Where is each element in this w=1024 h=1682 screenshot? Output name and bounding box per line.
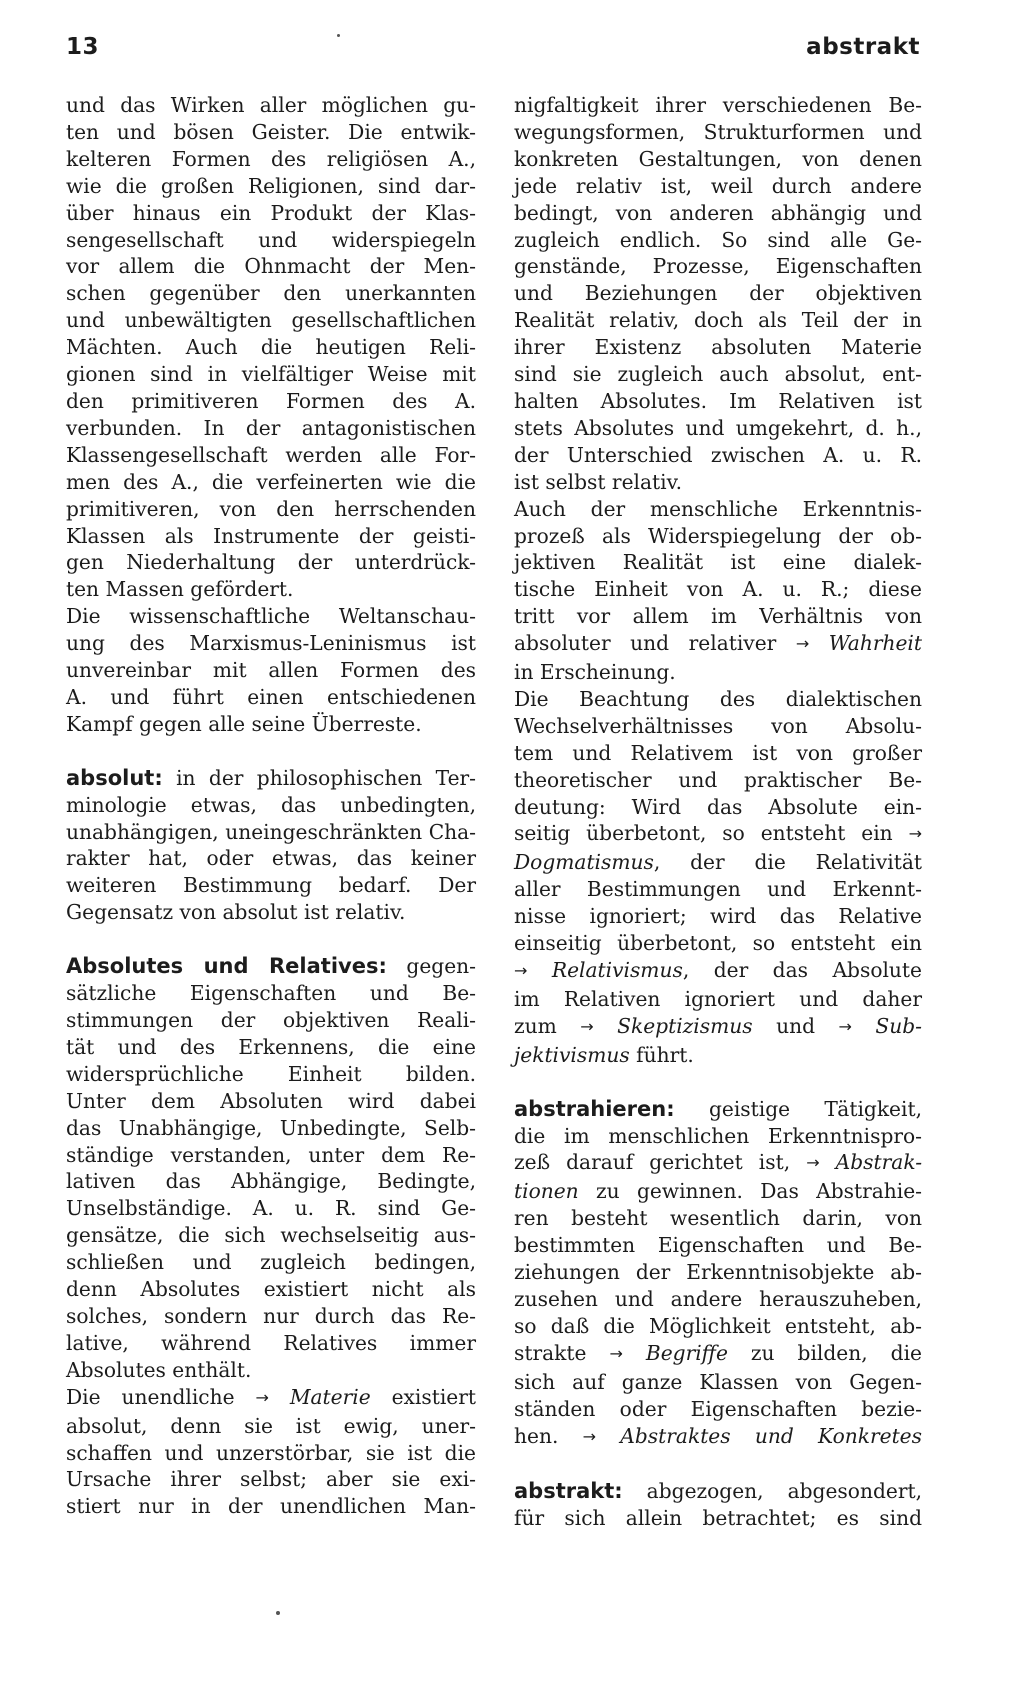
text-line: sengesellschaft und widerspiegeln (66, 227, 476, 252)
cross-reference-link[interactable]: Dogmatismus (514, 850, 654, 875)
entry-abstrakt (514, 1478, 922, 1532)
cross-reference-arrow-icon: → (582, 1426, 597, 1446)
paragraph-marxism (66, 603, 476, 738)
cross-reference-link[interactable]: Begriffe (645, 1340, 728, 1365)
cross-reference-link[interactable]: Sub- (875, 1013, 922, 1038)
headword-absolutes-und-relatives: Absolutes und Relatives: (66, 954, 387, 979)
ink-speck (276, 1611, 280, 1615)
cross-reference-arrow-icon: → (514, 961, 528, 980)
text-line: tritt vor allem im Verhältnis von (514, 604, 922, 629)
text-line: absolut, denn sie ist ewig, uner- (66, 1413, 476, 1438)
text-fragment: seitig überbetont, so entsteht ein (514, 821, 909, 846)
page-number: 13 (66, 34, 100, 60)
text-line: stimmungen der objektiven Reali- (66, 1008, 476, 1032)
text-line: rakter hat, oder etwas, das keiner (66, 846, 476, 871)
text-line: Mächten. Auch die heutigen Reli- (66, 335, 476, 360)
text-line: und Beziehungen der objektiven (514, 281, 922, 306)
text-line: ren besteht wesentlich darin, von (514, 1206, 922, 1231)
text-line: Realität relativ, doch als Teil der in (514, 308, 922, 333)
text-line: in Erscheinung. (514, 660, 676, 685)
text-line: nigfaltigkeit ihrer verschiedenen Be- (514, 93, 922, 117)
text-line: schließen und zugleich bedingen, (66, 1250, 476, 1275)
text-line: wie die großen Religionen, sind dar- (66, 173, 476, 198)
cross-reference-arrow-icon: → (609, 1343, 623, 1363)
text-fragment: gegen- (386, 954, 476, 979)
text-line: solches, sondern nur durch das Re- (66, 1303, 476, 1328)
text-line: halten Absolutes. Im Relativen ist (514, 388, 922, 413)
text-fragment: führt. (629, 1042, 694, 1067)
text-line: Unselbständige. A. u. R. sind Ge- (66, 1196, 476, 1221)
text-line: jede relativ ist, weil durch andere (514, 173, 922, 198)
text-line: Die wissenschaftliche Weltanschau- (66, 604, 476, 629)
text-line: Die Beachtung des dialektischen (514, 686, 922, 711)
text-line: A. und führt einen entschiedenen (66, 684, 476, 709)
text-line: aller Bestimmungen und Erkennt- (514, 877, 922, 902)
text-line: unvereinbar mit allen Formen des (66, 658, 476, 683)
cross-reference-link[interactable]: Relativismus (551, 958, 683, 982)
text-line: verbunden. In der antagonistischen (66, 415, 476, 440)
headword-abstrakt: abstrakt: (514, 1479, 623, 1504)
text-fragment: zu bilden, die (727, 1340, 922, 1365)
text-line: Absolutes enthält. (66, 1357, 252, 1382)
text-line: das Unabhängige, Unbedingte, Selb- (66, 1115, 476, 1140)
text-fragment: zu gewinnen. Das Abstrahie- (578, 1179, 922, 1204)
text-line: im Relativen ignoriert und daher (514, 986, 922, 1011)
text-line: nisse ignoriert; wird das Relative (514, 904, 922, 929)
paragraph-continuation (514, 92, 922, 496)
text-line: den primitiveren Formen des A. (66, 388, 476, 413)
text-line: lative, während Relatives immer (66, 1330, 476, 1355)
cross-reference-link[interactable]: Skeptizismus (617, 1013, 753, 1038)
cross-reference-arrow-icon: → (255, 1387, 269, 1407)
text-fragment: hen. (514, 1423, 583, 1448)
text-line: theoretischer und praktischer Be- (514, 767, 922, 792)
text-line: wegungsformen, Strukturformen und (514, 119, 922, 144)
text-line: genstände, Prozesse, Eigenschaften (514, 254, 922, 279)
text-line: über hinaus ein Produkt der Klas- (66, 200, 476, 225)
running-head: abstrakt (806, 34, 920, 60)
text-line: Auch der menschliche Erkenntnis- (514, 496, 922, 521)
text-line: kelteren Formen des religiösen A., (66, 146, 476, 171)
text-line: gensätze, die sich wechselseitig aus- (66, 1223, 476, 1248)
entry-abstrahieren (514, 1096, 922, 1452)
cross-reference-link[interactable]: Abstraktes und Konkretes (620, 1423, 922, 1448)
text-line: minologie etwas, das unbedingten, (66, 792, 476, 817)
paragraph-religion-forms (66, 92, 476, 603)
text-line: sind sie zugleich auch absolut, ent- (514, 362, 922, 387)
cross-reference-arrow-icon: → (580, 1016, 594, 1036)
text-fragment: zum (514, 1013, 581, 1038)
cross-reference-link[interactable]: jektivismus (514, 1042, 630, 1067)
cross-reference-arrow-icon: → (908, 824, 922, 844)
text-line: stets Absolutes und umgekehrt, d. h., (514, 415, 922, 440)
text-line: ziehungen der Erkenntnisobjekte ab- (514, 1260, 922, 1285)
text-fragment: in der philosophischen Ter- (162, 765, 476, 790)
text-line: Klassen als Instrumente der geisti- (66, 523, 476, 548)
headword-abstrahieren: abstrahieren: (514, 1096, 675, 1121)
text-line: men des A., die verfeinerten wie die (66, 469, 476, 494)
text-line: bestimmten Eigenschaften und Be- (514, 1233, 922, 1258)
text-fragment: zeß darauf gerichtet ist, (514, 1150, 807, 1175)
paragraph-erkenntnisprozess (514, 496, 922, 686)
text-fragment: , der das Absolute (682, 958, 922, 982)
text-line: ten und bösen Geister. Die entwik- (66, 119, 476, 144)
text-line: gionen sind in vielfältiger Weise mit (66, 362, 476, 387)
cross-reference-link[interactable]: Abstrak- (835, 1150, 923, 1175)
cross-reference-link[interactable]: tionen (514, 1179, 579, 1204)
right-column (514, 92, 922, 1532)
cross-reference-link[interactable]: Wahrheit (828, 631, 922, 656)
text-line: Wechselverhältnisses von Absolu- (514, 713, 922, 738)
cross-reference-arrow-icon: → (838, 1016, 852, 1036)
text-line: zusehen und andere herauszuheben, (514, 1286, 922, 1311)
text-line: ständige verstanden, unter dem Re- (66, 1142, 476, 1167)
text-line: deutung: Wird das Absolute ein- (514, 794, 922, 819)
entry-absolut (66, 765, 476, 926)
text-line: sätzliche Eigenschaften und Be- (66, 981, 476, 1006)
text-line: primitiveren, von den herrschenden (66, 496, 476, 521)
text-line: konkreten Gestaltungen, von denen (514, 146, 922, 171)
text-fragment: und (752, 1013, 839, 1038)
text-line: und das Wirken aller möglichen gu- (66, 93, 476, 117)
text-line: schaffen und unzerstörbar, sie ist die (66, 1440, 476, 1465)
text-line: lativen das Abhängige, Bedingte, (66, 1169, 476, 1194)
text-line: stiert nur in der unendlichen Man- (66, 1494, 476, 1519)
text-line: tät und des Erkennens, die eine (66, 1034, 476, 1059)
text-fragment: existiert (370, 1384, 477, 1409)
ink-speck (337, 34, 340, 37)
entry-absolutes-und-relatives (66, 953, 476, 1520)
left-column (66, 92, 476, 1520)
text-line: der Unterschied zwischen A. u. R. (514, 442, 922, 467)
paragraph-beachtung (514, 686, 922, 1069)
text-line: ist selbst relativ. (514, 469, 683, 494)
text-line: für sich allein betrachtet; es sind (514, 1506, 922, 1531)
text-line: schen gegenüber den unerkannten (66, 281, 476, 306)
text-line: bedingt, von anderen abhängig und (514, 200, 922, 225)
text-line: ten Massen gefördert. (66, 577, 294, 602)
text-line: gen Niederhaltung der unterdrück- (66, 550, 476, 575)
text-line: weiteren Bestimmung bedarf. Der (66, 873, 476, 898)
text-line: widersprüchliche Einheit bilden. (66, 1061, 476, 1086)
text-line: ständen oder Eigenschaften bezie- (514, 1396, 922, 1421)
text-fragment: geistige Tätigkeit, (674, 1096, 922, 1121)
text-line: prozeß als Widerspiegelung der ob- (514, 523, 922, 548)
text-line: ung des Marxismus-Leninismus ist (66, 631, 476, 656)
text-fragment: absoluter und relativer (514, 631, 796, 656)
text-line: jektiven Realität ist eine dialek- (514, 550, 922, 575)
text-line: vor allem die Ohnmacht der Men- (66, 254, 476, 279)
text-line: und unbewältigten gesellschaftlichen (66, 308, 476, 333)
text-line: die im menschlichen Erkenntnispro- (514, 1123, 922, 1148)
text-line: Unter dem Absoluten wird dabei (66, 1088, 476, 1113)
text-line: sich auf ganze Klassen von Gegen- (514, 1369, 922, 1394)
headword-absolut: absolut: (66, 765, 163, 790)
cross-reference-link[interactable]: Materie (289, 1384, 371, 1409)
text-fragment: Die unendliche (66, 1384, 256, 1409)
text-line: einseitig überbetont, so entsteht ein (514, 931, 922, 956)
cross-reference-arrow-icon: → (795, 634, 810, 654)
text-fragment: , der die Relativität (653, 850, 922, 875)
cross-reference-arrow-icon: → (806, 1153, 820, 1173)
text-line: zugleich endlich. So sind alle Ge- (514, 227, 922, 252)
text-line: tische Einheit von A. u. R.; diese (514, 577, 922, 602)
text-line: tem und Relativem ist von großer (514, 740, 922, 765)
text-line: Kampf gegen alle seine Überreste. (66, 711, 422, 736)
text-line: Ursache ihrer selbst; aber sie exi- (66, 1467, 476, 1492)
text-line: Klassengesellschaft werden alle For- (66, 442, 476, 467)
text-line: denn Absolutes existiert nicht als (66, 1277, 476, 1302)
text-line: ihrer Existenz absoluten Materie (514, 335, 922, 360)
text-line: Gegensatz von absolut ist relativ. (66, 900, 406, 925)
text-line: so daß die Möglichkeit entsteht, ab- (514, 1313, 922, 1338)
text-fragment: abgezogen, abgesondert, (622, 1479, 922, 1504)
text-fragment: strakte (514, 1340, 610, 1365)
text-line: unabhängigen, uneingeschränkten Cha- (66, 819, 476, 844)
